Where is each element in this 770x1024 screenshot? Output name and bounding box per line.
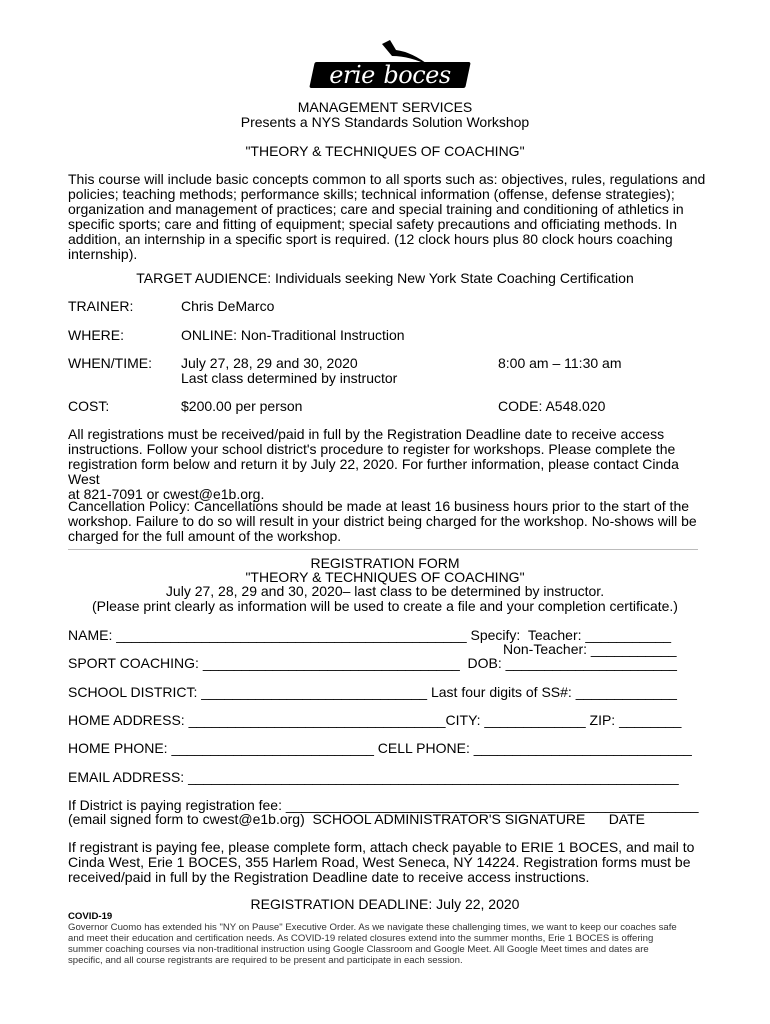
- non-teacher-field[interactable]: Non-Teacher: ___________: [503, 641, 677, 657]
- sport-coaching-field[interactable]: SPORT COACHING: _________________________________ DOB: ______________________: [68, 655, 677, 671]
- target-audience: TARGET AUDIENCE: Individuals seeking New York State Coaching Certification: [136, 270, 634, 286]
- covid-notice: COVID-19 Governor Cuomo has extended his "NY on Pause" Executive Order. As we navigate these challenging times, we want to keep our coaches safe and meet their education and certification needs. As COVID-19 related closures extend into the summer months, Erie 1 BOCES is offering summer coaching courses via non-traditional instruction using Google Classroom and Google Meet. All Google Meet times and dates are specific, and all course registrants are required to be present and participate in each session.: [68, 911, 677, 966]
- erie1-boces-logo: [312, 40, 468, 88]
- email-field[interactable]: EMAIL ADDRESS: _______________________________________________________________: [68, 769, 679, 785]
- section-divider: [68, 549, 698, 550]
- form-dates: July 27, 28, 29 and 30, 2020– last class to be determined by instructor.: [165, 583, 605, 599]
- registrant-payment-info: If registrant is paying fee, please complete form, attach check payable to ERIE 1 BOCES, and mail to Cinda West, Erie 1 BOCES, 355 Harlem Road, West Seneca, NY 14224. Registration forms must be received/paid in full by the Registration Deadline date to receive access instructions.: [68, 839, 695, 885]
- form-heading: REGISTRATION FORM: [310, 555, 460, 571]
- course-description: This course will include basic concepts common to all sports such as: objectives, rules, regulations and policies; teaching methods; performance skills; technical information (offense, defense strategies); organization and management of practices; care and special training and conditioning of athletics in specific sports; care and fitting of equipment; special safety precautions and officiating methods. In addition, an internship in a specific sport is required. (12 clock hours plus 80 clock hours coaching internship).: [68, 171, 706, 262]
- form-title: "THEORY & TECHNIQUES OF COACHING": [245, 569, 525, 585]
- home-address-field[interactable]: HOME ADDRESS: _________________________________CITY: _____________ ZIP: ________: [68, 712, 682, 728]
- registration-info: All registrations must be received/paid in full by the Registration Deadline date to receive access instructions. Follow your school district's procedure to register for workshops. Please complete the registration form below and return it by July 22, 2020. For further information, please contact Cinda West at 821-7091 or cwest@e1b.org.: [68, 426, 679, 502]
- trainer-row: TRAINER: Chris DeMarco: [68, 298, 275, 314]
- registration-deadline: REGISTRATION DEADLINE: July 22, 2020: [250, 896, 520, 912]
- header-line2: Presents a NYS Standards Solution Workshop: [240, 114, 530, 130]
- workshop-title: "THEORY & TECHNIQUES OF COACHING": [245, 143, 525, 159]
- phone-field[interactable]: HOME PHONE: __________________________ CELL PHONE: ____________________________: [68, 740, 692, 756]
- form-note: (Please print clearly as information will be used to create a file and your completion certificate.): [92, 598, 678, 614]
- name-field[interactable]: NAME: _____________________________________________ Specify: Teacher: ___________: [68, 627, 672, 643]
- logo-text: erie boces: [329, 61, 451, 89]
- where-row: WHERE: ONLINE: Non-Traditional Instruction: [68, 327, 405, 343]
- when-row: WHEN/TIME: July 27, 28, 29 and 30, 2020 Last class determined by instructor 8:00 am – 11:30 am: [68, 355, 622, 386]
- district-signature-caption: (email signed form to cwest@e1b.org) SCHOOL ADMINISTRATOR'S SIGNATURE DATE: [68, 811, 646, 827]
- header-line1: MANAGEMENT SERVICES: [297, 99, 473, 115]
- cancellation-policy: Cancellation Policy: Cancellations should be made at least 16 business hours prior to the start of the workshop. Failure to do so will result in your district being charged for the workshop. No-shows will be charged for the full amount of the workshop.: [68, 498, 697, 544]
- district-signature-field[interactable]: If District is paying registration fee: _____________________________________________________: [68, 797, 699, 813]
- cost-row: COST: $200.00 per person CODE: A548.020: [68, 398, 606, 414]
- school-district-field[interactable]: SCHOOL DISTRICT: _____________________________ Last four digits of SS#: _____________: [68, 684, 677, 700]
